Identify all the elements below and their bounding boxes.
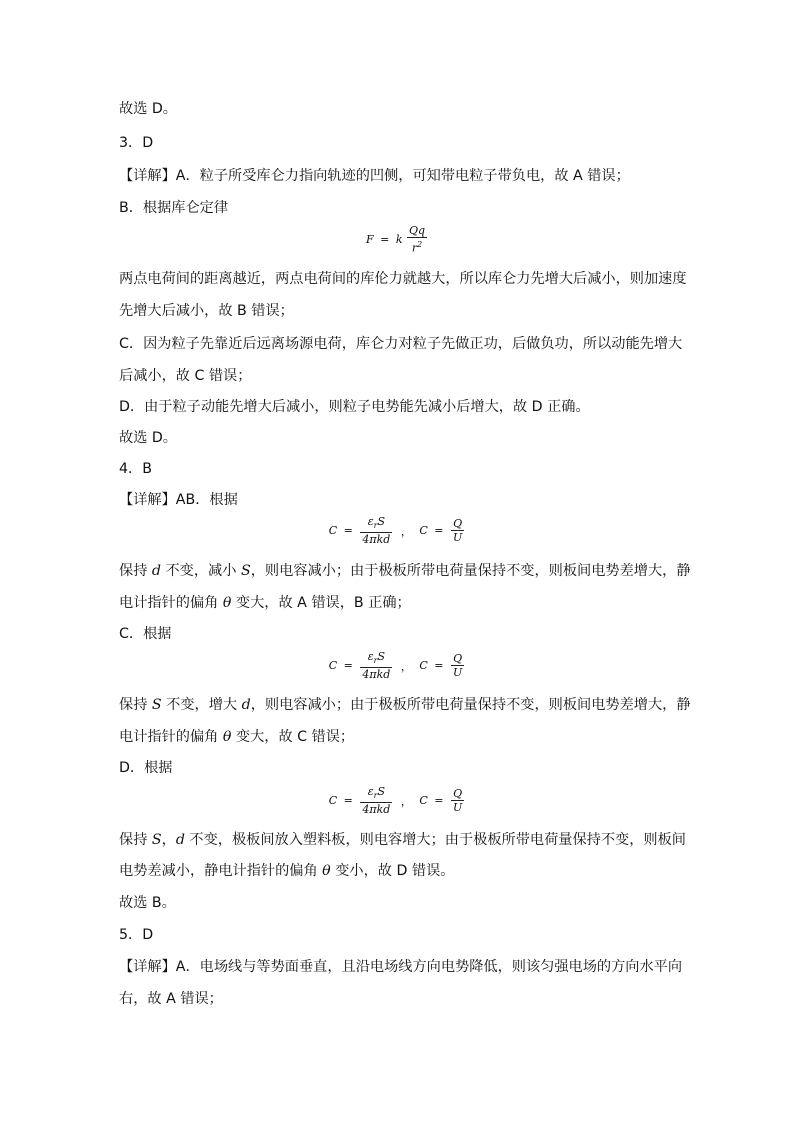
capacitance-formula [0, 650, 794, 681]
question-number: 5．D [119, 927, 154, 943]
formula-denominator: 4πkd [362, 668, 391, 682]
text-line: 【详解】A．电场线与等势面垂直，且沿电场线方向电势降低，则该匀强电场的方向水平向 [119, 959, 683, 975]
text-segment: 电计指针的偏角 [119, 729, 223, 745]
variable-symbol: S [240, 563, 251, 579]
formula-denominator: U [452, 666, 463, 680]
formula-equals: = [343, 524, 353, 538]
epsilon-subscript: r [373, 791, 378, 801]
formula-numerator: Q [451, 652, 464, 666]
text-line: 先增大后减小，故 B 错误； [119, 303, 294, 319]
text-line [119, 561, 691, 581]
formula-denominator: U [452, 531, 463, 545]
text-line: B．根据库仑定律 [119, 200, 229, 216]
text-segment: 电势差减小，静电计指针的偏角 [119, 863, 323, 879]
variable-symbol: d [151, 563, 161, 579]
text-segment: 保持 [119, 697, 152, 713]
formula-fraction [360, 785, 392, 816]
text-line: 故选 D。 [119, 101, 177, 117]
formula-equals: = [434, 524, 444, 538]
text-line [119, 861, 679, 881]
text-line: C．因为粒子先靠近后远离场源电荷，库仑力对粒子先做正功，后做负功，所以动能先增大 [119, 336, 683, 352]
formula-numerator [360, 515, 392, 533]
formula-constant: k [395, 232, 403, 246]
epsilon-symbol: ε [367, 650, 374, 663]
text-segment: 电计指针的偏角 [119, 595, 223, 611]
formula-lhs: C [419, 794, 428, 808]
text-line: D．由于粒子动能先增大后减小，则粒子电势能先减小后增大，故 D 正确。 [119, 399, 590, 415]
text-line: 后减小，故 C 错误； [119, 368, 252, 384]
formula-fraction [451, 652, 464, 679]
text-line [119, 727, 679, 747]
area-symbol: S [377, 785, 385, 798]
formula-lhs: C [419, 524, 428, 538]
formula-equals: = [343, 659, 353, 673]
formula-numerator: Q [451, 517, 464, 531]
area-symbol: S [377, 515, 385, 528]
text-segment: 保持 [119, 832, 152, 848]
epsilon-subscript: r [373, 656, 378, 666]
formula-denominator [407, 238, 427, 255]
formula-denominator: U [452, 801, 463, 815]
formula-equals: = [434, 794, 444, 808]
text-segment: 不变，极板间放入塑料板，则电容增大；由于极板所带电荷量保持不变，则板间 [184, 832, 686, 848]
formula-numerator: Qq [408, 224, 426, 237]
formula-equals: = [380, 232, 390, 246]
formula-fraction [360, 515, 392, 546]
coulomb-formula [0, 224, 794, 255]
formula-lhs: C [419, 659, 428, 673]
formula-fraction [360, 650, 392, 681]
text-line: 故选 B。 [119, 895, 176, 911]
text-line [119, 593, 679, 613]
formula-fraction [407, 224, 427, 255]
formula-lhs: C [328, 659, 338, 673]
variable-symbol: θ [222, 729, 232, 745]
text-segment: ，则电容减小；由于极板所带电荷量保持不变，则板间电势差增大，静 [250, 563, 691, 579]
formula-numerator: Q [451, 787, 464, 801]
formula-separator: ， [400, 524, 412, 538]
text-segment: 变大，故 C 错误； [231, 729, 355, 745]
formula-lhs: C [328, 794, 338, 808]
formula-separator: ， [400, 794, 412, 808]
formula-fraction [451, 517, 464, 544]
variable-symbol: d [175, 832, 185, 848]
epsilon-symbol: ε [367, 515, 374, 528]
text-line [119, 830, 686, 850]
capacitance-formula [0, 785, 794, 816]
area-symbol: S [377, 650, 385, 663]
variable-symbol: S [151, 697, 162, 713]
formula-den-base: r [411, 241, 418, 255]
formula-denominator: 4πkd [362, 803, 391, 817]
text-line: 右，故 A 错误； [119, 991, 223, 1007]
text-segment: 变大，故 A 错误，B 正确； [231, 595, 411, 611]
text-line: 两点电荷间的距离越近，两点电荷间的库伦力就越大，所以库仑力先增大后减小，则加速度 [119, 271, 687, 287]
variable-symbol: d [241, 697, 251, 713]
question-number: 4．B [119, 461, 152, 477]
text-line: 【详解】AB．根据 [119, 492, 238, 508]
capacitance-formula [0, 515, 794, 546]
text-line: 【详解】A．粒子所受库仑力指向轨迹的凹侧，可知带电粒子带负电，故 A 错误； [119, 168, 630, 184]
text-line: 故选 D。 [119, 430, 177, 446]
text-line: D．根据 [119, 760, 173, 776]
text-segment: ，则电容减小；由于极板所带电荷量保持不变，则板间电势差增大，静 [250, 697, 691, 713]
variable-symbol: S [151, 832, 162, 848]
formula-den-exponent: 2 [417, 240, 423, 249]
question-number: 3．D [119, 135, 154, 151]
epsilon-subscript: r [373, 521, 378, 531]
formula-equals: = [343, 794, 353, 808]
text-line [119, 695, 691, 715]
formula-lhs: F [365, 232, 374, 246]
epsilon-symbol: ε [367, 785, 374, 798]
text-segment: 不变，减小 [160, 563, 241, 579]
variable-symbol: θ [222, 595, 232, 611]
text-segment: ， [161, 832, 176, 848]
formula-numerator [360, 650, 392, 668]
formula-separator: ， [400, 659, 412, 673]
text-segment: 不变，增大 [161, 697, 242, 713]
formula-lhs: C [328, 524, 338, 538]
formula-equals: = [434, 659, 444, 673]
formula-numerator [360, 785, 392, 803]
text-line: C．根据 [119, 626, 172, 642]
formula-fraction [451, 787, 464, 814]
text-segment: 保持 [119, 563, 152, 579]
variable-symbol: θ [322, 863, 331, 879]
text-segment: 变小，故 D 错误。 [330, 863, 455, 879]
formula-denominator: 4πkd [362, 533, 391, 547]
